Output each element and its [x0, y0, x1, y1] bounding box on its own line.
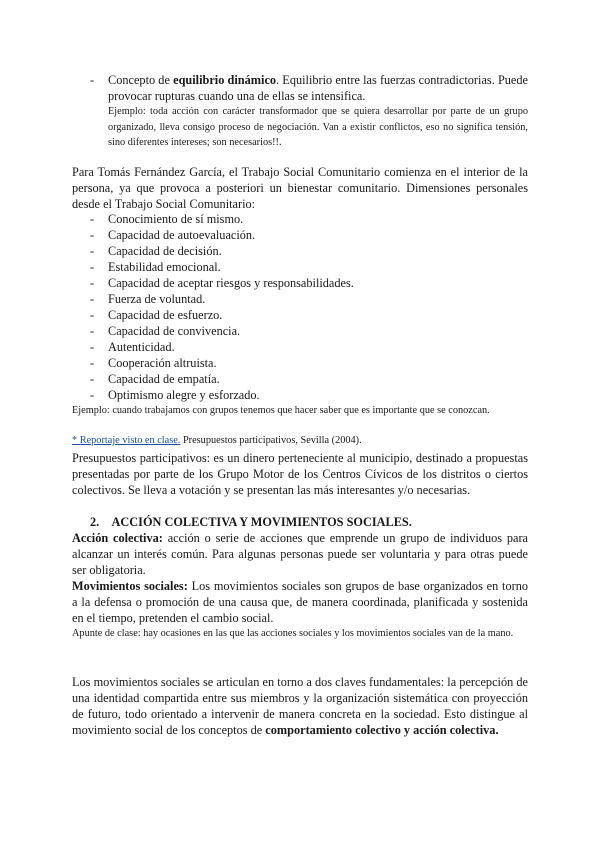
- list-dash: -: [90, 356, 95, 370]
- presupuestos-paragraph: Presupuestos participativos: es un dinero perteneciente al municipio, destinado a propuestas presentadas por parte de los Grupo Motor de los Centros Cívicos de los distritos o ciertos colectivos. Se lleva a votación y se presentan las más interesantes y/o necesarias.: [72, 451, 528, 497]
- list-dash: -: [90, 372, 95, 386]
- list-dash: -: [90, 73, 95, 87]
- movimientos-sociales-term: Movimientos sociales:: [72, 579, 188, 593]
- list-item: Optimismo alegre y esforzado.: [108, 388, 260, 402]
- reportaje-link[interactable]: * Reportaje visto en clase.: [72, 435, 181, 446]
- closing-paragraph: [72, 674, 528, 738]
- list-item: Fuerza de voluntad.: [108, 292, 206, 306]
- list-item: Conocimiento de sí mismo.: [108, 212, 244, 226]
- list-item: Capacidad de autoevaluación.: [108, 228, 256, 242]
- list-dash: -: [90, 340, 95, 354]
- list-item: Capacidad de aceptar riesgos y responsabilidades.: [108, 276, 354, 290]
- movimientos-sociales-paragraph: [72, 578, 528, 626]
- closing-text: Los movimientos sociales se articulan en torno a dos claves fundamentales: la percepción de una identidad compartida entre sus miembros y la organización sistemática con proyección de futuro, todo orientado a intervenir de manera concreta en la sociedad. Esto distingue al movimiento social de los conceptos de: [72, 675, 528, 737]
- section-number: 2.: [90, 515, 100, 529]
- list-dash: -: [90, 244, 95, 258]
- dimensions-example: Ejemplo: cuando trabajamos con grupos tenemos que hacer saber que es importante que se conozcan.: [72, 405, 490, 416]
- reportaje-line: [72, 433, 528, 449]
- list-item: Capacidad de convivencia.: [108, 324, 241, 338]
- equilibrio-prefix: Concepto de: [108, 73, 174, 87]
- list-item: Capacidad de esfuerzo.: [108, 308, 223, 322]
- list-dash: -: [90, 324, 95, 338]
- accion-colectiva-paragraph: [72, 530, 528, 578]
- section-title: ACCIÓN COLECTIVA Y MOVIMIENTOS SOCIALES.: [111, 515, 412, 529]
- equilibrio-example: Ejemplo: toda acción con carácter transformador que se quiera desarrollar por parte de un grupo organizado, lleva consigo proceso de negociación. Van a existir conflictos, eso no significa tensión, sino diferentes intereses; son necesarios!!.: [108, 106, 528, 148]
- list-item: Capacidad de empatía.: [108, 372, 220, 386]
- list-item: Autenticidad.: [108, 340, 175, 354]
- list-dash: -: [90, 292, 95, 306]
- fernandez-paragraph: Para Tomás Fernández García, el Trabajo Social Comunitario comienza en el interior de la persona, ya que provoca a posteriori un bienestar comunitario. Dimensiones personales desde el Trabajo Social Comunitario:: [72, 165, 528, 211]
- movimientos-sociales-text: Los movimientos sociales son grupos de base organizados en torno a la defensa o promoción de una causa que, de manera coordinada, planificada y sostenida en el tiempo, pretenden el cambio social.: [72, 579, 528, 625]
- list-dash: -: [90, 388, 95, 402]
- list-item: Capacidad de decisión.: [108, 244, 222, 258]
- list-dash: -: [90, 276, 95, 290]
- list-dash: -: [90, 260, 95, 274]
- equilibrio-term: equilibrio dinámico: [173, 73, 277, 87]
- accion-colectiva-term: Acción colectiva:: [72, 531, 163, 545]
- list-dash: -: [90, 228, 95, 242]
- section-heading: [90, 514, 412, 530]
- equilibrio-suffix: . Equilibrio entre las fuerzas contradictorias. Puede provocar rupturas cuando una de ellas se intensifica.: [108, 73, 528, 103]
- accion-colectiva-text: acción o serie de acciones que emprende un grupo de individuos para alcanzar un interés común. Para algunas personas puede ser voluntaria y para otras puede ser obligatoria.: [72, 531, 529, 577]
- list-dash: -: [90, 308, 95, 322]
- closing-bold: comportamiento colectivo y acción colectiva.: [265, 723, 499, 737]
- reportaje-text: Presupuestos participativos, Sevilla (2004).: [180, 435, 362, 446]
- list-item: Cooperación altruista.: [108, 356, 217, 370]
- apunte-paragraph: Apunte de clase: hay ocasiones en las que las acciones sociales y los movimientos sociales van de la mano.: [72, 628, 514, 639]
- list-item: Estabilidad emocional.: [108, 260, 221, 274]
- equilibrio-paragraph: [108, 72, 528, 104]
- list-dash: -: [90, 212, 95, 226]
